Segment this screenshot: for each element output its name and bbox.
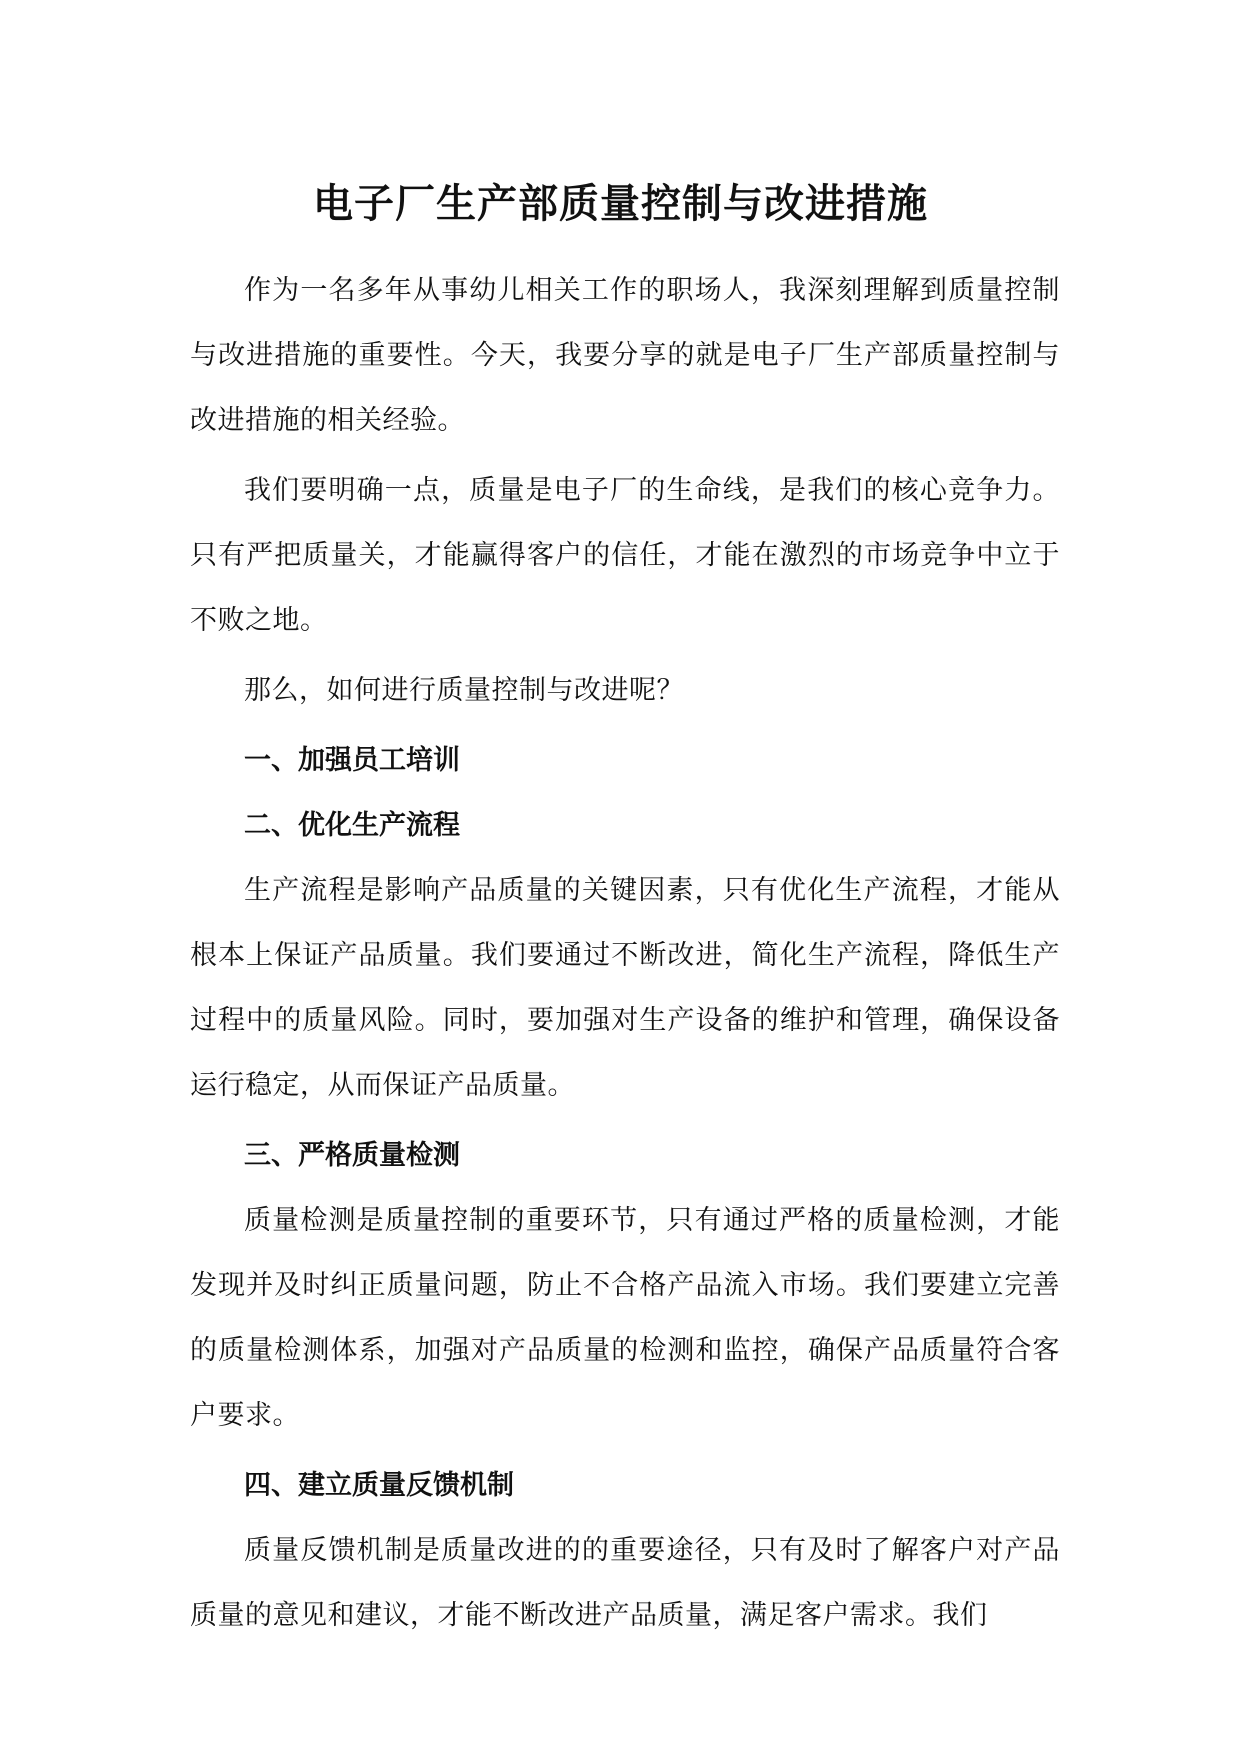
- document-title: 电子厂生产部质量控制与改进措施: [313, 181, 928, 227]
- section-heading-staff-training: 一、加强员工培训: [244, 745, 460, 776]
- paragraph-question: 那么，如何进行质量控制与改进呢？: [244, 675, 684, 706]
- document-body: [190, 258, 1060, 1653]
- section-heading-feedback-mechanism: 四、建立质量反馈机制: [244, 1470, 514, 1501]
- section-heading-quality-inspection: 三、严格质量检测: [244, 1140, 460, 1171]
- section-text-quality-inspection: 质量检测是质量控制的重要环节，只有通过严格的质量检测，才能发现并及时纠正质量问题，防止不合格产品流入市场。我们要建立完善的质量检测体系，加强对产品质量的检测和监控，确保产品质量符合客户要求。: [190, 1205, 1060, 1431]
- paragraph-intro: 作为一名多年从事幼儿相关工作的职场人，我深刻理解到质量控制与改进措施的重要性。今天，我要分享的就是电子厂生产部质量控制与改进措施的相关经验。: [190, 275, 1060, 436]
- section-text-optimize-process: 生产流程是影响产品质量的关键因素，只有优化生产流程，才能从根本上保证产品质量。我们要通过不断改进，简化生产流程，降低生产过程中的质量风险。同时，要加强对生产设备的维护和管理，确保设备运行稳定，从而保证产品质量。: [190, 875, 1060, 1101]
- section-text-feedback-mechanism: 质量反馈机制是质量改进的的重要途径，只有及时了解客户对产品质量的意见和建议，才能不断改进产品质量，满足客户需求。我们: [190, 1535, 1060, 1631]
- section-heading-optimize-process: 二、优化生产流程: [244, 810, 460, 841]
- paragraph-quality-lifeline: 我们要明确一点，质量是电子厂的生命线，是我们的核心竞争力。只有严把质量关，才能赢得客户的信任，才能在激烈的市场竞争中立于不败之地。: [190, 475, 1060, 636]
